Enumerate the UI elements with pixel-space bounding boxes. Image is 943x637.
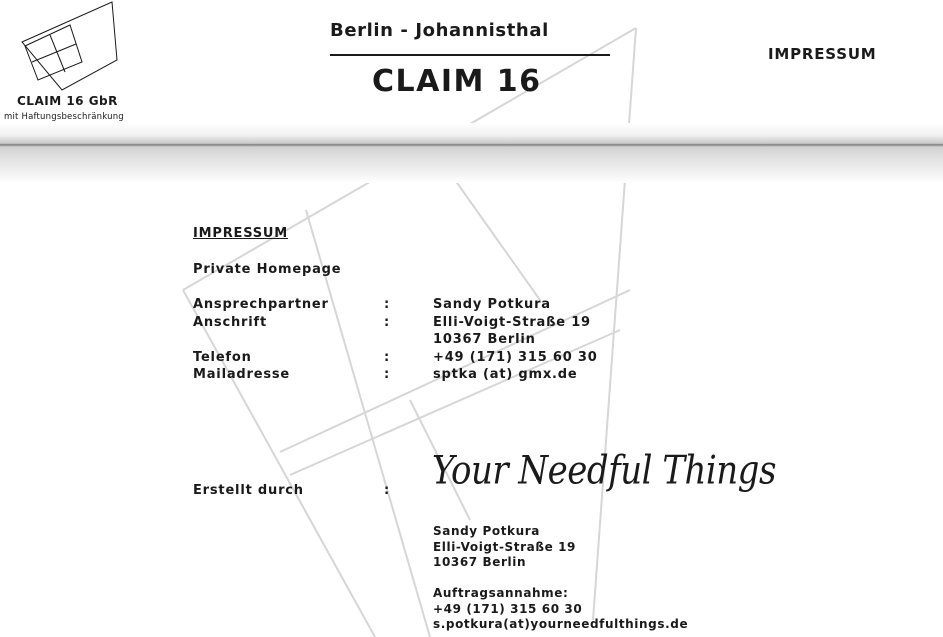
header-divider xyxy=(330,54,610,56)
contact-label: Anschrift xyxy=(193,315,267,330)
private-homepage-label: Private Homepage xyxy=(193,262,342,277)
contact-label: Telefon xyxy=(193,350,252,365)
contact-colon: : xyxy=(384,297,390,312)
logo-company-subtitle: mit Haftungsbeschränkung xyxy=(4,112,124,122)
order-label: Auftragsannahme: xyxy=(433,586,569,600)
page-heading: IMPRESSUM xyxy=(193,226,289,241)
contact-value: 10367 Berlin xyxy=(433,332,536,347)
contact-label: Mailadresse xyxy=(193,367,291,382)
nav-impressum-link[interactable]: IMPRESSUM xyxy=(768,45,877,63)
header-main-title: CLAIM 16 xyxy=(372,64,542,99)
contact-colon: : xyxy=(384,315,390,330)
contact-value: Sandy Potkura xyxy=(433,297,551,312)
header-location-title: Berlin - Johannisthal xyxy=(330,20,549,41)
logo-mark-icon xyxy=(20,0,120,95)
creator-street: Elli-Voigt-Straße 19 xyxy=(433,540,576,554)
contact-colon: : xyxy=(384,350,390,365)
creator-email-link[interactable]: s.potkura(at)yourneedfulthings.de xyxy=(433,617,689,631)
your-needful-things-logo: Your Needful Things xyxy=(432,448,776,494)
logo-company-name: CLAIM 16 GbR xyxy=(17,94,118,108)
contact-value: Elli-Voigt-Straße 19 xyxy=(433,315,591,330)
contact-value: sptka (at) gmx.de xyxy=(433,367,578,382)
header-banner xyxy=(0,123,943,183)
contact-label: Ansprechpartner xyxy=(193,297,329,312)
company-logo xyxy=(0,0,160,125)
creator-phone: +49 (171) 315 60 30 xyxy=(433,602,583,616)
created-by-colon: : xyxy=(384,483,390,498)
created-by-label: Erstellt durch xyxy=(193,483,304,498)
contact-colon: : xyxy=(384,367,390,382)
contact-value: +49 (171) 315 60 30 xyxy=(433,350,598,365)
creator-city: 10367 Berlin xyxy=(433,555,527,569)
creator-name: Sandy Potkura xyxy=(433,524,540,538)
